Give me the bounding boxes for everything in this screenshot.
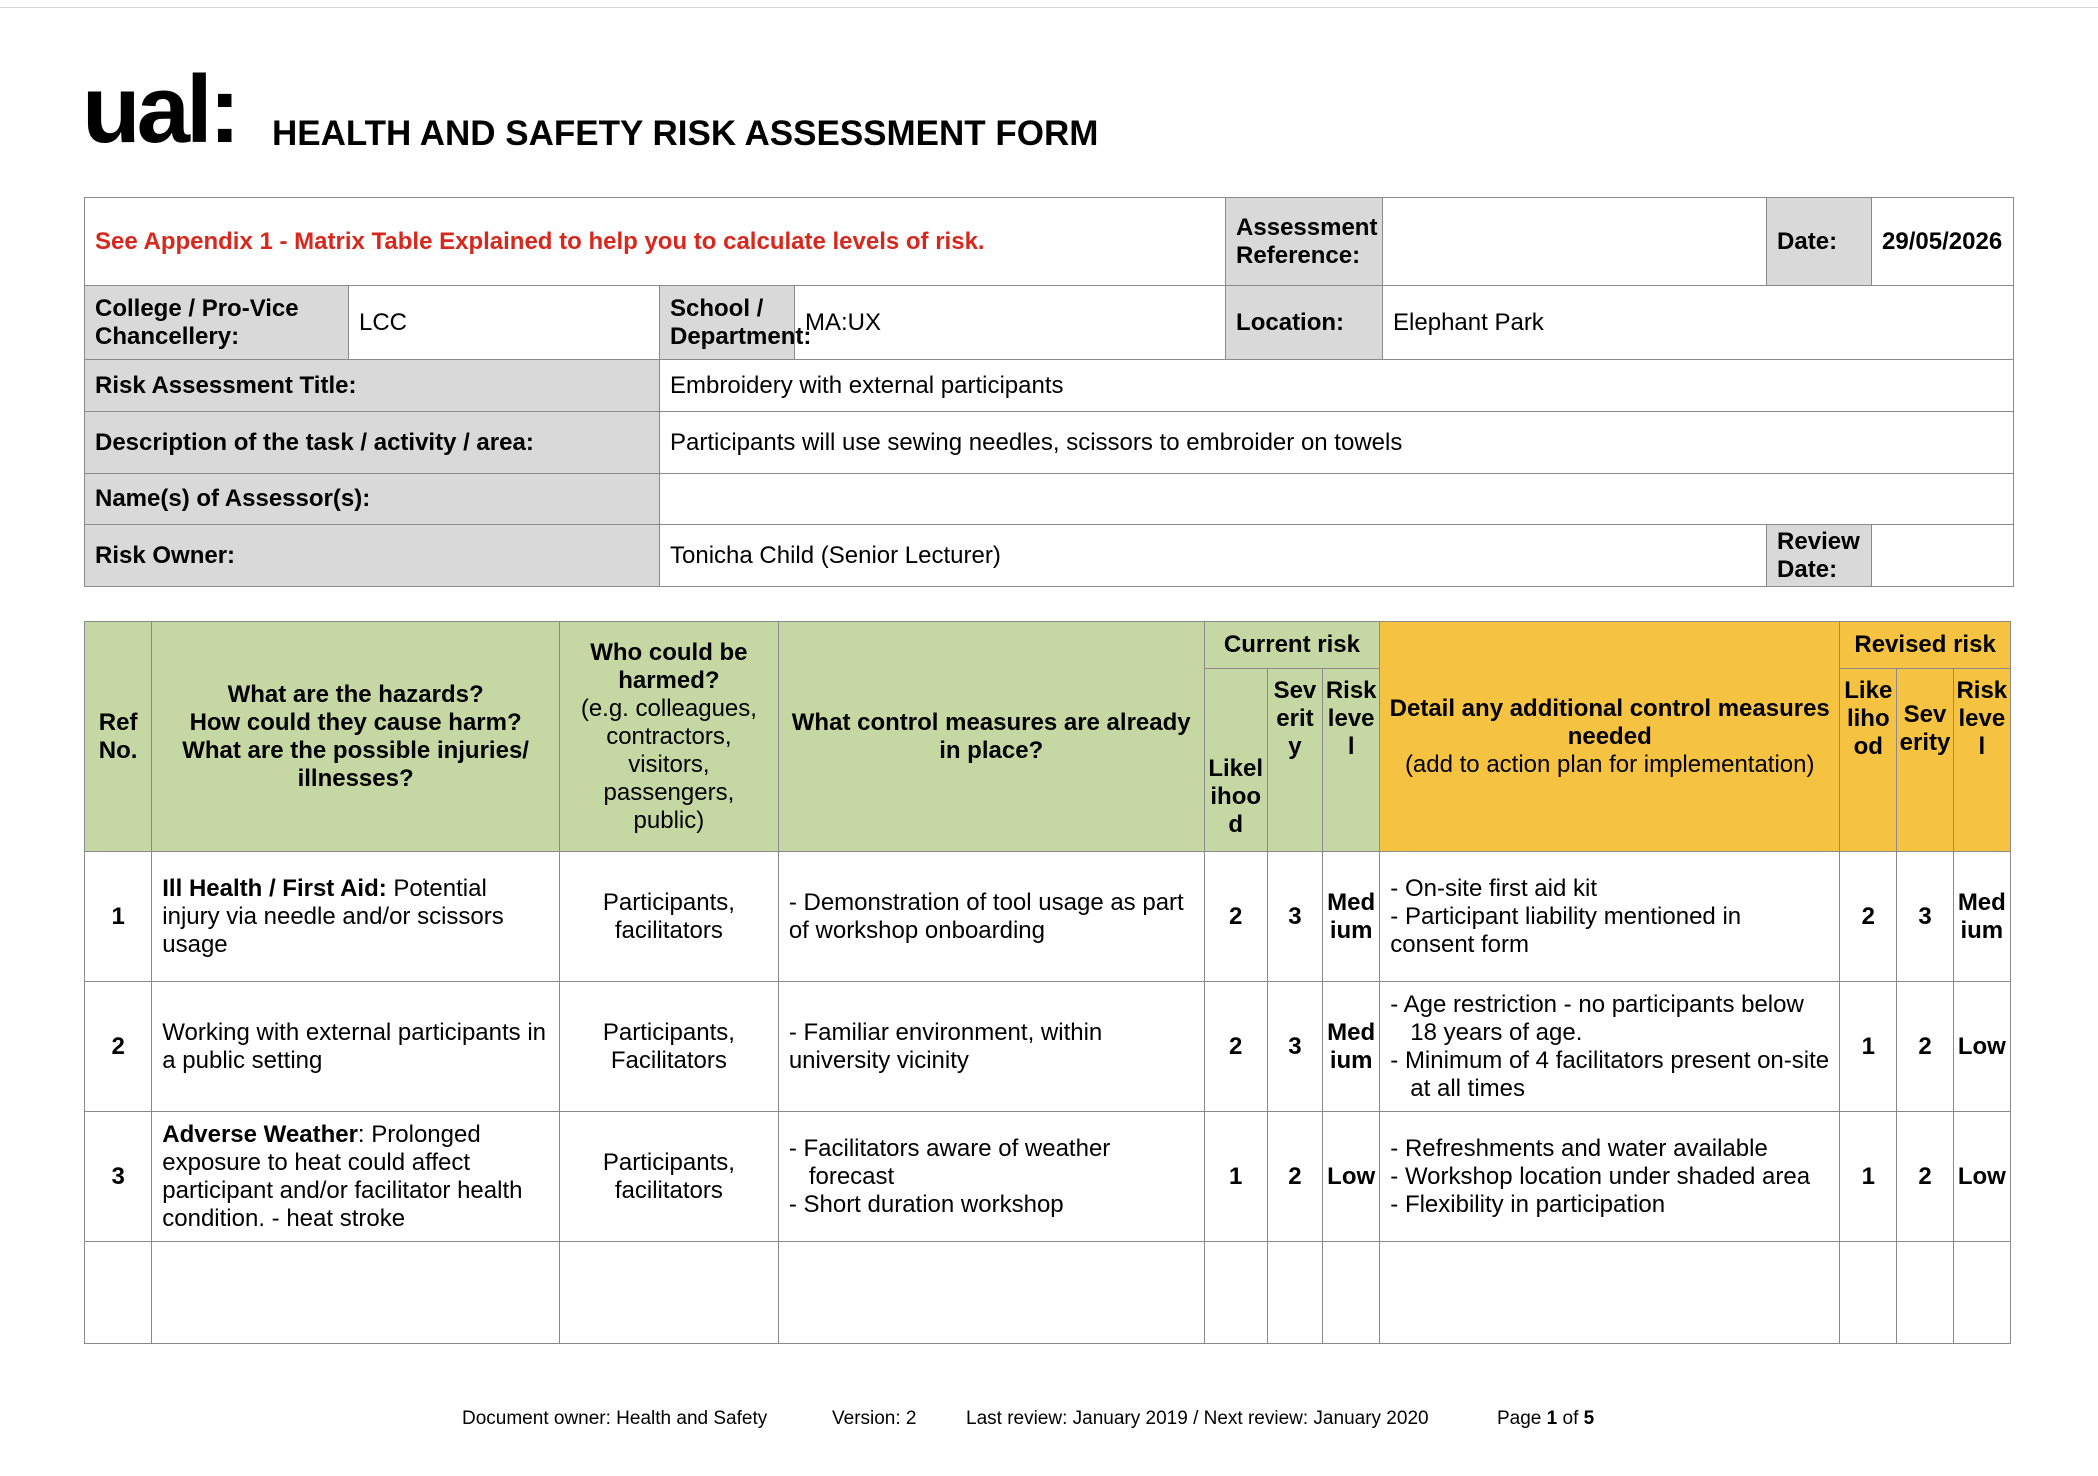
assessment-info-table [84,197,2014,587]
current-severity-cell: 3 [1267,982,1322,1112]
current-risk-level-cell: Medium [1323,852,1380,982]
risk-owner-label: Risk Owner: [85,525,660,587]
location-field[interactable]: Elephant Park [1383,286,2014,360]
revised-severity-cell: 2 [1897,1112,1953,1242]
hazard-cell: Working with external participants in a public setting [152,982,560,1112]
revised-risk-level-header: Risk level [1953,669,2010,852]
who-cell: Participants, Facilitators [559,982,778,1112]
current-severity-cell: 2 [1267,1112,1322,1242]
empty-cell[interactable] [1323,1242,1380,1344]
empty-cell[interactable] [1953,1242,2010,1344]
ref-no-header: Ref No. [85,622,152,852]
revised-likelihood-header: Likelihood [1840,669,1897,852]
version: Version: 2 [832,1408,917,1429]
who-harmed-header: Who could be harmed? (e.g. colleagues, contractors, visitors, passengers, public) [559,622,778,852]
revised-severity-header: Severity [1897,669,1953,852]
controls-cell: - Demonstration of tool usage as part of workshop onboarding [778,852,1204,982]
empty-cell[interactable] [559,1242,778,1344]
table-row [85,1112,2011,1242]
empty-cell[interactable] [1267,1242,1322,1344]
ref-cell: 3 [85,1112,152,1242]
form-header [82,56,2032,163]
revised-risk-header: Revised risk [1840,622,2011,669]
assessment-reference-field[interactable] [1383,198,1767,286]
document-owner: Document owner: Health and Safety [462,1408,768,1429]
ual-logo: ual: [82,56,237,163]
date-label: Date: [1767,198,1872,286]
assessment-reference-label: Assessment Reference: [1226,198,1383,286]
school-field[interactable]: MA:UX [795,286,1226,360]
ref-cell: 2 [85,982,152,1112]
page-number: Page 1 of 5 [1497,1408,1595,1429]
current-likelihood-cell: 2 [1204,982,1267,1112]
revised-likelihood-cell: 1 [1840,982,1897,1112]
college-field[interactable]: LCC [349,286,660,360]
revised-risk-level-cell: Medium [1953,852,2010,982]
current-risk-level-cell: Low [1323,1112,1380,1242]
empty-cell[interactable] [152,1242,560,1344]
review-dates: Last review: January 2019 / Next review: January 2020 [966,1408,1429,1429]
hazard-cell: Adverse Weather: Prolonged exposure to heat could affect participant and/or facilitator health condition. - heat stroke [152,1112,560,1242]
controls-cell: - Familiar environment, within university vicinity [778,982,1204,1112]
risk-owner-field[interactable]: Tonicha Child (Senior Lecturer) [660,525,1767,587]
ref-cell: 1 [85,852,152,982]
revised-likelihood-cell: 1 [1840,1112,1897,1242]
table-row-empty [85,1242,2011,1344]
college-label: College / Pro-Vice Chancellery: [85,286,349,360]
hazards-header: What are the hazards? How could they cause harm? What are the possible injuries/ illnesses? [152,622,560,852]
current-risk-header: Current risk [1204,622,1380,669]
additional-measures-cell: - Age restriction - no participants below 18 years of age. - Minimum of 4 facilitators present on-site at all times [1380,982,1840,1112]
who-cell: Participants, facilitators [559,852,778,982]
additional-measures-cell: - On-site first aid kit - Participant liability mentioned in consent form [1380,852,1840,982]
current-likelihood-cell: 2 [1204,852,1267,982]
controls-cell: - Facilitators aware of weather forecast - Short duration workshop [778,1112,1204,1242]
description-field[interactable]: Participants will use sewing needles, scissors to embroider on towels [660,412,2014,474]
review-date-label: Review Date: [1767,525,1872,587]
risk-matrix-table [84,621,2011,1344]
current-likelihood-header: Likelihood [1204,669,1267,852]
risk-title-field[interactable]: Embroidery with external participants [660,360,2014,412]
empty-cell[interactable] [778,1242,1204,1344]
appendix-note: See Appendix 1 - Matrix Table Explained to help you to calculate levels of risk. [85,198,1226,286]
additional-measures-header: Detail any additional control measures needed (add to action plan for implementation) [1380,622,1840,852]
school-label: School / Department: [660,286,795,360]
empty-cell[interactable] [1204,1242,1267,1344]
revised-likelihood-cell: 2 [1840,852,1897,982]
date-field[interactable]: 29/05/2026 [1872,198,2014,286]
current-severity-cell: 3 [1267,852,1322,982]
current-likelihood-cell: 1 [1204,1112,1267,1242]
description-label: Description of the task / activity / area: [85,412,660,474]
risk-title-label: Risk Assessment Title: [85,360,660,412]
top-divider [0,7,2098,8]
review-date-field[interactable] [1872,525,2014,587]
revised-severity-cell: 2 [1897,982,1953,1112]
current-severity-header: Severity [1267,669,1322,852]
empty-cell[interactable] [1840,1242,1897,1344]
hazard-cell: Ill Health / First Aid: Potential injury via needle and/or scissors usage [152,852,560,982]
who-cell: Participants, facilitators [559,1112,778,1242]
revised-risk-level-cell: Low [1953,982,2010,1112]
control-measures-header: What control measures are already in place? [778,622,1204,852]
empty-cell[interactable] [1897,1242,1953,1344]
current-risk-level-header: Risk level [1323,669,1380,852]
table-row [85,852,2011,982]
assessors-label: Name(s) of Assessor(s): [85,474,660,525]
page-title: HEALTH AND SAFETY RISK ASSESSMENT FORM [272,114,1099,153]
empty-cell[interactable] [1380,1242,1840,1344]
additional-measures-cell: - Refreshments and water available - Workshop location under shaded area - Flexibility in participation [1380,1112,1840,1242]
assessors-field[interactable] [660,474,2014,525]
location-label: Location: [1226,286,1383,360]
table-row [85,982,2011,1112]
revised-severity-cell: 3 [1897,852,1953,982]
revised-risk-level-cell: Low [1953,1112,2010,1242]
empty-cell[interactable] [85,1242,152,1344]
current-risk-level-cell: Medium [1323,982,1380,1112]
